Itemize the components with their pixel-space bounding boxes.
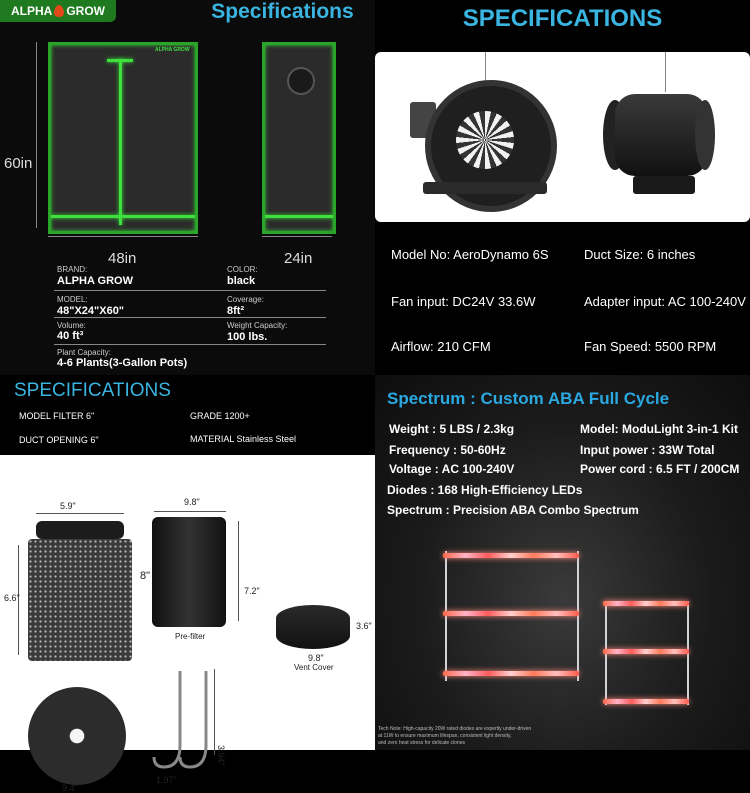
tech-note-line: and zero heat stress for delicate clones — [378, 740, 465, 746]
fan-side-icon — [615, 94, 707, 176]
fan-blades-icon — [456, 111, 514, 169]
led-bar — [603, 699, 689, 704]
led-bar — [443, 611, 579, 616]
color-label: COLOR: — [227, 265, 258, 274]
material-spec: MATERIAL Stainless Steel — [190, 434, 297, 444]
brand-label: BRAND: — [57, 265, 88, 274]
prefilter-height-label-a: 8" — [140, 570, 151, 582]
light-spec-panel — [375, 375, 750, 750]
tech-note-line: at 11W to ensure maximum lifespan, consistent light density, — [378, 733, 512, 739]
model-spec: Model: ModuLight 3-in-1 Kit — [580, 422, 738, 436]
vent-cover-height-label: 3.6" — [356, 621, 372, 631]
logo-text-right: GROW — [66, 4, 105, 18]
tent-spec-panel — [0, 0, 375, 375]
model-spec: Model No: AeroDynamo 6S — [391, 247, 549, 262]
model-label: MODEL: — [57, 295, 88, 304]
color-value: black — [227, 275, 256, 287]
power-cord-spec: Power cord : 6.5 FT / 200CM — [580, 462, 740, 476]
vent-cover-icon — [276, 605, 350, 649]
brand-value: ALPHA GROW — [57, 275, 133, 287]
height-dimension-line — [36, 42, 37, 228]
vent-cover-caption: Vent Cover — [294, 663, 334, 672]
fan-base — [633, 176, 695, 194]
dimension-line — [36, 513, 124, 514]
hanging-wire — [485, 52, 486, 82]
tent-front-view — [48, 42, 198, 234]
logo-text-left: ALPHA — [10, 4, 53, 18]
hanging-hooks-icon — [150, 665, 230, 785]
adapter-input-spec: Adapter input: AC 100-240V — [584, 294, 746, 309]
bottom-flange-icon — [28, 687, 126, 785]
fan-spec-panel — [375, 0, 750, 375]
volume-value: 40 ft³ — [57, 330, 84, 342]
prefilter-icon — [152, 517, 226, 627]
dimension-line — [154, 511, 226, 512]
duct-size-spec: Duct Size: 6 inches — [584, 247, 696, 262]
weight-capacity-label: Weight Capacity: — [227, 321, 288, 330]
coverage-label: Coverage: — [227, 295, 264, 304]
tent-side-view — [262, 42, 336, 234]
hanging-wire — [665, 52, 666, 92]
prefilter-caption: Pre-filter — [175, 632, 206, 641]
fan-product-image — [375, 52, 750, 222]
frequency-spec: Frequency : 50-60Hz — [389, 443, 506, 457]
duct-end — [695, 100, 715, 170]
diodes-spec: Diodes : 168 High-Efficiency LEDs — [387, 483, 583, 497]
prefilter-height-label-b: 7.2" — [244, 586, 260, 596]
led-bar — [603, 649, 689, 654]
side-zipper — [265, 215, 333, 218]
filter-top-flange — [36, 521, 124, 539]
voltage-spec: Voltage : AC 100-240V — [389, 462, 515, 476]
fan-speed-spec: Fan Speed: 5500 RPM — [584, 339, 717, 354]
filter-product-image — [0, 455, 375, 793]
zipper-center — [119, 59, 122, 225]
divider — [54, 290, 326, 291]
divider — [54, 344, 326, 345]
model-value: 48"X24"X60" — [57, 305, 125, 317]
tech-note-line: Tech Note: High-capacity 20W rated diodes are expertly under-driven — [378, 726, 532, 732]
height-label: 60in — [4, 155, 33, 172]
led-bar — [443, 553, 579, 558]
plant-capacity-label: Plant Capacity: — [57, 348, 111, 357]
volume-label: Volume: — [57, 321, 86, 330]
plant-capacity-value: 4-6 Plants(3-Gallon Pots) — [57, 357, 188, 369]
fan-base — [423, 182, 547, 194]
brand-logo — [0, 0, 116, 22]
width-label: 48in — [108, 250, 137, 267]
hook-width-label: 1.97" — [156, 775, 177, 785]
vent-cover-width-label: 9.8" — [308, 653, 324, 663]
duct-opening-spec: DUCT OPENING 6" — [19, 435, 99, 445]
dimension-line — [238, 521, 239, 621]
dimension-line — [214, 669, 215, 755]
coverage-value: 8ft² — [227, 305, 245, 317]
led-bar — [443, 671, 579, 676]
depth-label: 24in — [284, 250, 313, 267]
input-power-spec: Input power : 33W Total — [580, 443, 715, 457]
vent-port-icon — [287, 67, 315, 95]
divider — [54, 317, 326, 318]
flame-icon — [54, 5, 64, 17]
filter-width-label: 5.9" — [60, 501, 76, 511]
frame-rail — [445, 551, 447, 681]
grade-spec: GRADE 1200+ — [190, 411, 250, 421]
model-filter-spec: MODEL FILTER 6" — [19, 411, 95, 421]
zipper-top — [107, 59, 133, 62]
flange-width-label: 9.4" — [62, 783, 78, 793]
tent-logo: ALPHA GROW — [155, 47, 190, 53]
spectrum-spec: Spectrum : Precision ABA Combo Spectrum — [387, 503, 639, 517]
prefilter-width-label: 9.8" — [184, 497, 200, 507]
panel-title: Specifications — [211, 0, 354, 23]
panel-title: SPECIFICATIONS — [14, 380, 171, 401]
panel-title: Spectrum : Custom ABA Full Cycle — [387, 389, 670, 408]
hook-height-label: 3.94" — [216, 745, 226, 766]
zipper-bottom — [51, 215, 195, 218]
weight-spec: Weight : 5 LBS / 2.3kg — [389, 422, 515, 436]
panel-title: SPECIFICATIONS — [462, 5, 663, 32]
frame-rail — [577, 551, 579, 681]
weight-capacity-value: 100 lbs. — [227, 331, 268, 343]
width-dimension-line — [48, 236, 198, 237]
filter-spec-panel — [0, 375, 375, 793]
depth-dimension-line — [262, 236, 332, 237]
fan-input-spec: Fan input: DC24V 33.6W — [391, 294, 536, 309]
carbon-filter-icon — [28, 539, 132, 661]
led-bar — [603, 601, 689, 606]
airflow-spec: Airflow: 210 CFM — [391, 339, 491, 354]
filter-height-label: 6.6" — [4, 593, 20, 603]
